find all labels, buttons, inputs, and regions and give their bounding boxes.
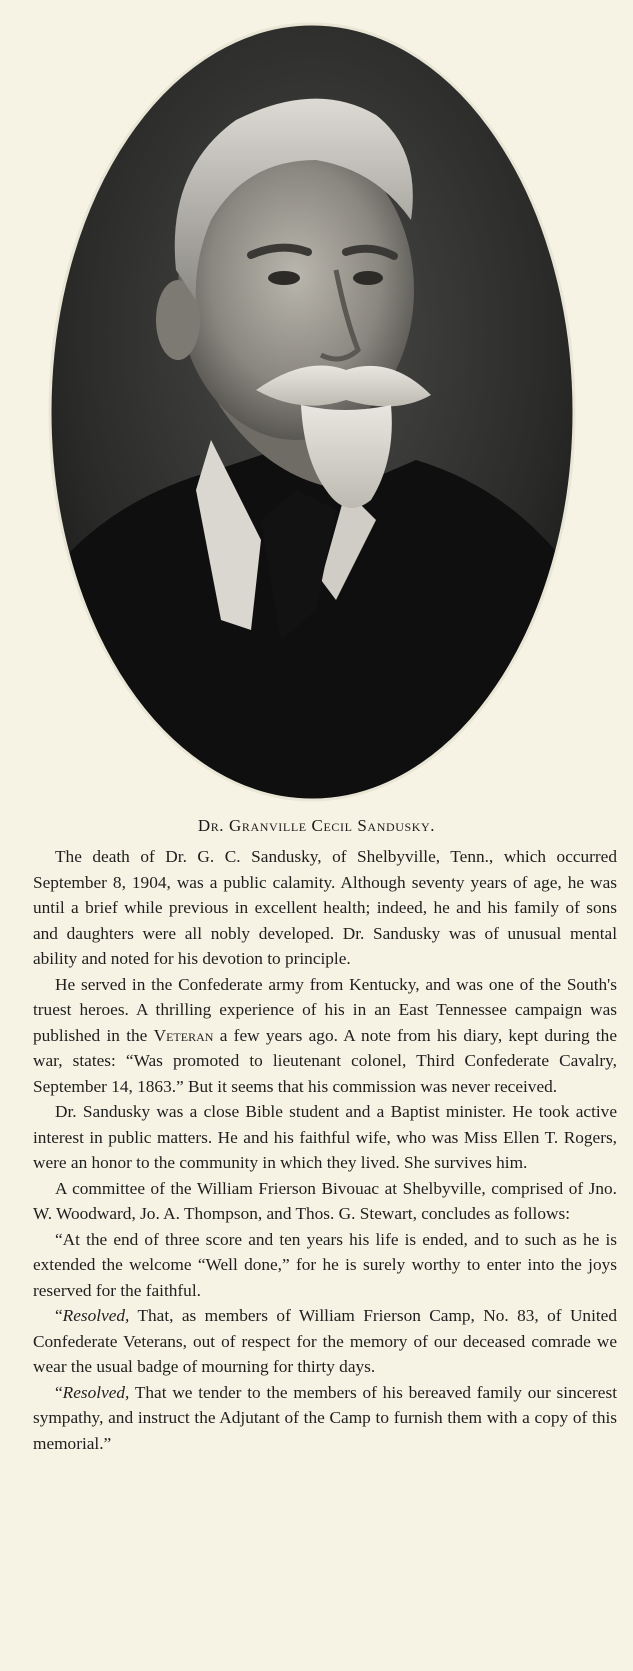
paragraph [33,844,617,972]
paragraph-text: “ [55,1382,63,1402]
paragraph [33,1099,617,1176]
paragraph-text: Dr. Sandusky was a close Bible student and a Baptist minister. He took active interest in public matters. He and his faithful wife, who was Miss Ellen T. Rogers, were an honor to the community in which they lived. She survives him. [33,1102,617,1172]
portrait-illustration [46,20,578,804]
paragraph-text: “ [55,1306,63,1325]
paragraph [33,1227,617,1304]
paragraph-text: Resolved, [62,1382,130,1402]
paragraph-text: That, as members of William Frierson Camp, No. 83, of United Confederate Veterans, out of respect for the memory of our deceased comrade we wear the usual badge of mourning for thirty days. [33,1306,617,1376]
paragraph-text: Resolved, [62,1306,130,1325]
article-body [33,844,617,1456]
paragraph-text: Veteran [153,1025,214,1045]
paragraph [33,1176,617,1227]
portrait-caption: Dr. Granville Cecil Sandusky. [197,816,436,835]
paragraph [33,1303,617,1380]
paragraph-text: The death of Dr. G. C. Sandusky, of Shelbyville, Tenn., which occurred September 8, 1904, was a public calamity. Although seventy years of age, he was until a brief while previous in excellent health; indeed, he and his family of sons and daughters were all nobly developed. Dr. Sandusky was of unusual mental ability and noted for his devotion to principle. [33,847,617,968]
paragraph-text: “At the end of three score and ten years his life is ended, and to such as he is extended the welcome “Well done,” for he is surely worthy to enter into the joys reserved for the faithful. [33,1229,617,1300]
paragraph-text: a few years ago. A note from his diary, kept during the war, states: “Was promoted to lieutenant colonel, Third Confederate Cavalry, September 14, 1863.” But it seems that his commission was never received. [33,1025,617,1096]
paragraph [33,1380,617,1457]
paragraph-text: He served in the Confederate army from Kentucky, and was one of the South's truest heroes. A thrilling experience of his in an East Tennessee campaign was published in the [33,974,617,1045]
paragraph-text: A committee of the William Frierson Bivouac at Shelbyville, comprised of Jno. W. Woodward, Jo. A. Thompson, and Thos. G. Stewart, concludes as follows: [33,1178,617,1223]
portrait-photo [46,20,578,804]
paragraph [33,972,617,1100]
paragraph-text: That we tender to the members of his bereaved family our sincerest sympathy, and instruct the Adjutant of the Camp to furnish them with a copy of this memorial.” [33,1382,617,1453]
